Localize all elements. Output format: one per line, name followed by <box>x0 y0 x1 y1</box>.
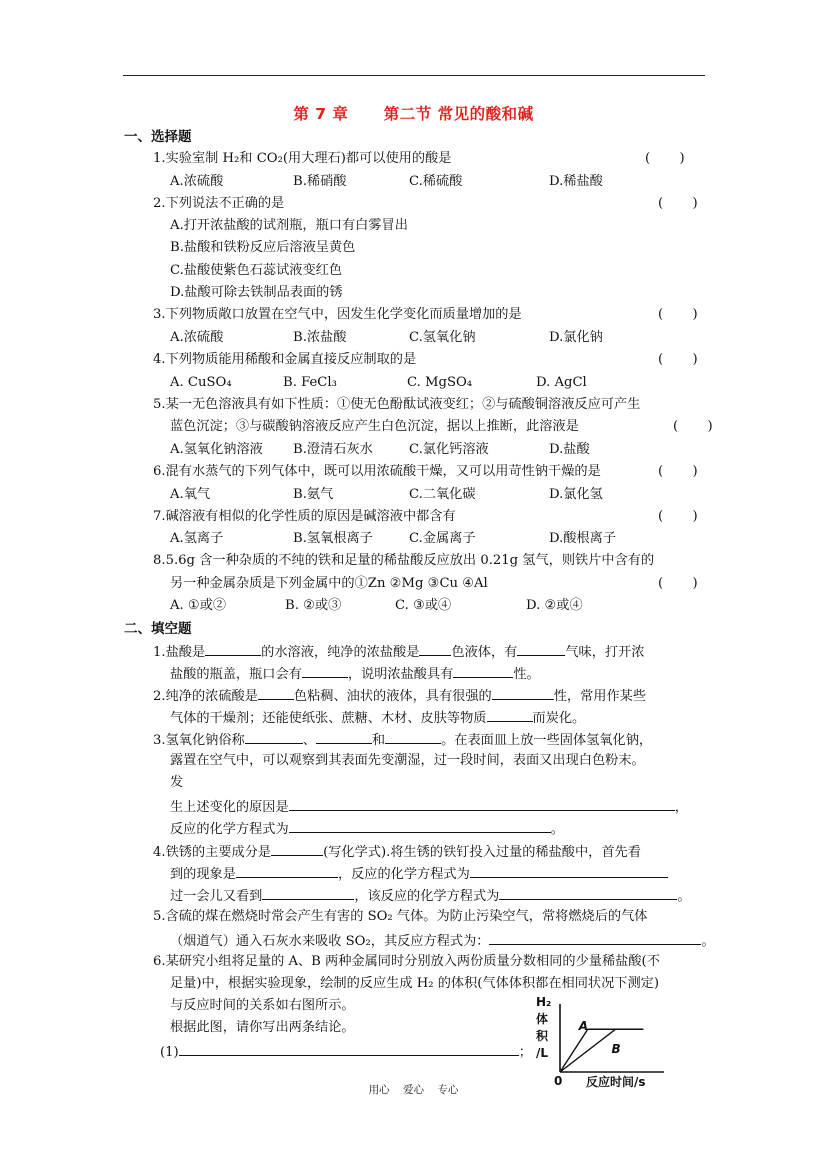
f3-text-1: 3.氢氧化钠俗称 <box>153 733 245 748</box>
f4-blank-4[interactable] <box>262 886 354 900</box>
f1-blank-3[interactable] <box>517 642 565 656</box>
chart-axes <box>560 1004 664 1072</box>
f3-text-3: 和 <box>371 733 386 748</box>
f2-line2 <box>170 708 585 728</box>
h2-volume-time-chart <box>528 995 668 1091</box>
f2-text-3: 性，常用作某些 <box>553 689 647 704</box>
series-label-a: A <box>578 1019 589 1034</box>
q7-option-a: A.氢离子 <box>170 531 224 546</box>
q1-stem: 1.实验室制 H₂和 CO₂(用大理石)都可以使用的酸是 <box>153 151 452 166</box>
f1-blank-1[interactable] <box>205 642 261 656</box>
y-axis-label-1: 体 <box>536 1012 549 1026</box>
f4-text-3: 到的现象是 <box>170 867 236 882</box>
q8-answer-paren: ( ) <box>658 576 698 591</box>
f1-text-3: 色液体，有 <box>451 645 518 660</box>
f3-blank-1[interactable] <box>245 730 303 744</box>
series-label-b: B <box>611 1042 621 1057</box>
f1-text-6: ，说明浓盐酸具有 <box>347 667 454 682</box>
q2-stem: 2.下列说法不正确的是 <box>153 196 285 211</box>
series-line-b <box>560 1029 643 1072</box>
q2-option-c: C.盐酸使紫色石蕊试液变红色 <box>170 263 343 278</box>
page-footer: 用心 爱心 专心 <box>368 1084 459 1096</box>
q6-option-c: C.二氧化碳 <box>409 487 476 502</box>
f1-text-7: 性。 <box>513 667 540 682</box>
f1-blank-5[interactable] <box>453 664 513 678</box>
f4-text-6: ，该反应的化学方程式为 <box>354 889 500 904</box>
f1-line1 <box>153 642 644 662</box>
f6-line2: 足量)中，根据实验现象，绘制的反应生成 H₂ 的体积(气体体积都在相同状况下测定) <box>170 976 659 991</box>
f6-blank-1[interactable] <box>179 1042 519 1056</box>
f3-blank-3[interactable] <box>385 730 441 744</box>
q8-option-c: C. ③或④ <box>395 598 452 613</box>
y-axis-label-2: 积 <box>536 1029 549 1043</box>
q5-answer-paren: ( ) <box>673 419 713 434</box>
q7-option-c: C.金属离子 <box>409 531 476 546</box>
f3-blank-4[interactable] <box>289 797 675 811</box>
q8-stem-line2: 另一种金属杂质是下列金属中的①Zn ②Mg ③Cu ④Al <box>170 576 488 591</box>
q5-option-c: C.氯化钙溶液 <box>409 442 489 457</box>
f6-line5 <box>160 1042 532 1062</box>
f1-line2 <box>170 664 540 684</box>
q5-option-a: A.氢氧化钠溶液 <box>170 442 263 457</box>
f5-blank-1[interactable] <box>489 931 701 945</box>
f4-line1 <box>153 842 641 862</box>
q5-stem-line1: 5.某一无色溶液具有如下性质：①使无色酚酞试液变红；②与硫酸铜溶液反应可产生 <box>153 397 641 412</box>
f4-blank-2[interactable] <box>236 864 338 878</box>
q3-stem: 3.下列物质敞口放置在空气中，因发生化学变化而质量增加的是 <box>153 307 522 322</box>
y-axis-label-3: /L <box>536 1046 549 1060</box>
q1-option-d: D.稀盐酸 <box>549 174 603 189</box>
f4-line3 <box>170 886 691 906</box>
chart-series <box>560 1029 643 1072</box>
f1-text-1: 1.盐酸是 <box>153 645 206 660</box>
f1-text-2: 的水溶液，纯净的浓盐酸是 <box>261 645 420 660</box>
f3-line1 <box>153 730 652 750</box>
f2-blank-3[interactable] <box>487 708 533 722</box>
f4-line2 <box>170 864 668 884</box>
f6-line3: 与反应时间的关系如右图所示。 <box>170 998 355 1013</box>
q8-option-d: D. ②或④ <box>526 598 583 613</box>
q4-option-a: A. CuSO₄ <box>170 375 232 390</box>
q6-option-b: B.氨气 <box>293 487 334 502</box>
f2-line1 <box>153 686 646 706</box>
q1-option-c: C.稀硫酸 <box>409 174 463 189</box>
f5-text-3: 。 <box>701 934 715 949</box>
q6-stem: 6.混有水蒸气的下列气体中，既可以用浓硫酸干燥，又可以用苛性钠干燥的是 <box>153 464 601 479</box>
f3-text-7: 生上述变化的原因是 <box>170 800 289 815</box>
f6-line1: 6.某研究小组将足量的 A、B 两种金属同时分别放入两份质量分数相同的少量稀盐酸(不 <box>153 954 660 969</box>
q5-stem-line2: 蓝色沉淀；③与碳酸钠溶液反应产生白色沉淀，据以上推断，此溶液是 <box>170 419 579 434</box>
f3-blank-5[interactable] <box>289 819 551 833</box>
f3-text-8: ， <box>674 800 688 815</box>
q4-option-c: C. MgSO₄ <box>407 375 473 390</box>
x-axis-label: 反应时间/s <box>586 1075 646 1089</box>
y-axis-label-0: H₂ <box>536 995 552 1009</box>
q1-option-b: B.稀硝酸 <box>293 174 347 189</box>
q7-answer-paren: ( ) <box>658 509 698 524</box>
q3-option-c: C.氢氧化钠 <box>409 330 476 345</box>
f5-line1: 5.含硫的煤在燃烧时常会产生有害的 SO₂ 气体。为防止污染空气，常将燃烧后的气体 <box>153 909 648 924</box>
f6-text-6: ； <box>518 1045 532 1060</box>
q2-option-a: A.打开浓盐酸的试剂瓶，瓶口有白雾冒出 <box>170 218 408 233</box>
f3-line5 <box>170 819 564 839</box>
q4-option-d: D. AgCl <box>536 375 587 390</box>
f5-text-2: （烟道气）通入石灰水来吸收 SO₂，其反应方程式为： <box>170 934 490 949</box>
f2-text-1: 2.纯净的浓硫酸是 <box>153 689 258 704</box>
f2-blank-2[interactable] <box>492 686 554 700</box>
q1-option-a: A.浓硫酸 <box>170 174 224 189</box>
f3-text-9: 反应的化学方程式为 <box>170 822 289 837</box>
f4-text-5: 过一会儿又看到 <box>170 889 263 904</box>
q8-option-b: B. ②或③ <box>285 598 342 613</box>
f3-text-10: 。 <box>550 822 564 837</box>
q3-option-a: A.浓硫酸 <box>170 330 224 345</box>
f3-line4 <box>170 797 688 817</box>
q4-option-b: B. FeCl₃ <box>283 375 337 390</box>
f4-text-1: 4.铁锈的主要成分是 <box>153 845 272 860</box>
f4-blank-3[interactable] <box>470 864 668 878</box>
q2-option-d: D.盐酸可除去铁制品表面的锈 <box>170 285 343 300</box>
f2-text-5: 而炭化。 <box>532 711 586 726</box>
f1-blank-2[interactable] <box>419 642 451 656</box>
q5-option-b: B.澄清石灰水 <box>293 442 373 457</box>
f1-text-4: 气味，打开浓 <box>565 645 645 660</box>
f3-text-4: 。在表面皿上放一些固体氢氧化钠， <box>441 733 653 748</box>
q2-answer-paren: ( ) <box>658 196 698 211</box>
q4-answer-paren: ( ) <box>658 352 698 367</box>
q8-option-a: A. ①或② <box>170 598 227 613</box>
f1-text-5: 盐酸的瓶盖，瓶口会有 <box>170 667 302 682</box>
origin-label: 0 <box>554 1074 563 1088</box>
f4-blank-5[interactable] <box>499 886 677 900</box>
header-rule <box>123 75 705 76</box>
q3-option-d: D.氯化钠 <box>549 330 603 345</box>
q7-option-d: D.酸根离子 <box>549 531 617 546</box>
f3-text-2: 、 <box>302 733 316 748</box>
q1-answer-paren: ( ) <box>645 151 685 166</box>
chart-labels <box>536 995 646 1089</box>
series-line-a <box>560 1029 643 1072</box>
section-heading-fill: 二、填空题 <box>124 621 192 637</box>
q8-stem-line1: 8.5.6g 含一种杂质的不纯的铁和足量的稀盐酸反应放出 0.21g 氢气，则铁片中含有的 <box>153 553 655 568</box>
f2-blank-1[interactable] <box>258 686 294 700</box>
q6-answer-paren: ( ) <box>658 464 698 479</box>
q3-answer-paren: ( ) <box>658 307 698 322</box>
f5-line2 <box>170 931 715 951</box>
page-title: 第 7 章 第二节 常见的酸和碱 <box>293 105 534 123</box>
section-heading-choice: 一、选择题 <box>124 129 192 145</box>
q6-option-d: D.氯化氢 <box>549 487 603 502</box>
f1-blank-4[interactable] <box>302 664 348 678</box>
f2-text-2: 色粘稠、油状的液体，具有很强的 <box>293 689 492 704</box>
q5-option-d: D.盐酸 <box>549 442 590 457</box>
f6-text-5: (1) <box>160 1045 179 1060</box>
f2-text-4: 气体的干燥剂；还能使纸张、蔗糖、木材、皮肤等物质 <box>170 711 487 726</box>
q3-option-b: B.浓盐酸 <box>293 330 347 345</box>
q6-option-a: A.氧气 <box>170 487 211 502</box>
f4-text-4: ，反应的化学方程式为 <box>337 867 470 882</box>
q7-stem: 7.碱溶液有相似的化学性质的原因是碱溶液中都含有 <box>153 509 456 524</box>
f4-text-2: (写化学式).将生锈的铁钉投入过量的稀盐酸中，首先看 <box>323 845 641 860</box>
f3-blank-2[interactable] <box>316 730 372 744</box>
f4-blank-1[interactable] <box>271 842 323 856</box>
f3-line2: 露置在空气中，可以观察到其表面先变潮湿，过一段时间，表面又出现白色粉末。 <box>170 753 645 768</box>
f4-text-7: 。 <box>677 889 691 904</box>
q4-stem: 4.下列物质能用稀酸和金属直接反应制取的是 <box>153 352 417 367</box>
f3-line3: 发 <box>170 775 184 790</box>
q7-option-b: B.氢氧根离子 <box>293 531 373 546</box>
f6-line4: 根据此图，请你写出两条结论。 <box>170 1020 355 1035</box>
q2-option-b: B.盐酸和铁粉反应后溶液呈黄色 <box>170 240 356 255</box>
